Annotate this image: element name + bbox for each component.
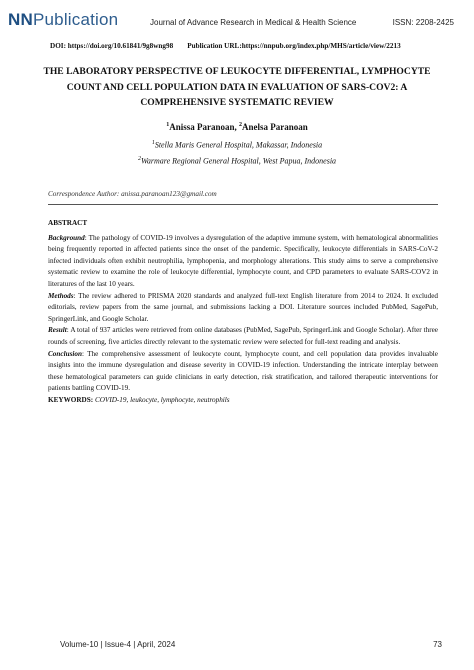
abstract-conclusion: [48, 349, 438, 395]
background-text: : The pathology of COVID-19 involves a dysregulation of the adaptive immune system, with hematological abnormalities being frequently reported in affected patients since the onset of the pandemic. Specifically, leukocyte differentials in SARS-CoV-2 infected individuals often exhibit neutrophilia, lymphopenia, and morphology alterations. This study aims to serve a comprehensive systematic review to examine the role of leukocyte differential, lymphocyte count, and CPD parameters to evaluate SARS-COV2 in literatures of the last 10 years.: [48, 233, 438, 288]
affiliation-2: [0, 156, 474, 166]
section-divider: [48, 204, 438, 205]
abstract-heading: ABSTRACT: [48, 219, 88, 227]
doi-line: [50, 42, 401, 50]
abstract-result: [48, 325, 438, 348]
keywords: [48, 395, 438, 407]
affiliation-1-text: Stella Maris General Hospital, Makassar, Indonesia: [154, 140, 323, 150]
doi-link[interactable]: DOI: https://doi.org/10.61841/9g8wng98: [50, 42, 174, 50]
affiliation-1-number: 1: [151, 140, 155, 146]
author-2-name: Anelsa Paranoan: [242, 122, 308, 132]
publication-url-link[interactable]: Publication URL:https://nnpub.org/index.php/MHS/article/view/2213: [187, 42, 401, 50]
result-label: Result: [48, 326, 67, 335]
abstract-section: [48, 218, 438, 407]
publisher-logo[interactable]: [8, 10, 118, 30]
affiliation-2-number: 2: [137, 156, 141, 162]
affiliation-1: [0, 140, 474, 150]
background-label: Background: [48, 233, 85, 242]
conclusion-text: : The comprehensive assessment of leukocyte count, lymphocyte count, and cell population data provides invaluable insights into the immune dysregulation and disease severity in COVID-19 infection. Understanding the intricate interplay between these hematological parameters can guide clinicians in early detection, risk stratification, and tailored therapeutic interventions for patients battling COVID-19.: [48, 349, 438, 393]
keywords-label: KEYWORDS:: [48, 395, 94, 404]
logo-mark: NN: [8, 10, 33, 29]
logo-wordmark: Publication: [32, 10, 119, 29]
affiliation-2-text: Warmare Regional General Hospital, West Papua, Indonesia: [140, 156, 337, 166]
keywords-text: COVID-19, leukocyte, lymphocyte, neutrophils: [94, 395, 230, 404]
conclusion-label: Conclusion: [48, 349, 82, 358]
abstract-methods: [48, 291, 438, 326]
paper-title: THE LABORATORY PERSPECTIVE OF LEUKOCYTE DIFFERENTIAL, LYMPHOCYTE COUNT AND CELL POPULATION DATA IN EVALUATION OF SARS-COV2: A COMPREHENSIVE SYSTEMATIC REVIEW: [43, 66, 431, 108]
abstract-background: [48, 233, 438, 291]
page-header: [0, 0, 474, 40]
author-1-name: Anissa Paranoan,: [169, 122, 239, 132]
author-2-affiliation-number: 2: [239, 122, 242, 128]
result-text: : A total of 937 articles were retrieved from online databases (PubMed, SagePub, SpringerLink and Google Scholar). After three rounds of screening, five articles directly relevant to the systematic review were selected for full-text reading and analysis.: [48, 326, 438, 346]
journal-name: Journal of Advance Research in Medical & Health Science: [150, 18, 357, 27]
volume-issue-date: Volume-10 | Issue-4 | April, 2024: [60, 640, 176, 649]
methods-text: : The review adhered to PRISMA 2020 standards and analyzed full-text English literature from 2014 to 2024. It excluded editorials, review papers from the same journal, and submissions lacking a DOI. Literature sources included PubMed, SagePub, SpringerLink, and Google Scholar.: [48, 291, 438, 323]
correspondence-author: Correspondence Author: anissa.paranoan123@gmail.com: [48, 190, 217, 198]
methods-label: Methods: [48, 291, 74, 300]
author-1-affiliation-number: 1: [166, 122, 170, 128]
issn: ISSN: 2208-2425: [392, 18, 454, 27]
author-list: [0, 122, 474, 132]
page-number: 73: [433, 640, 442, 649]
